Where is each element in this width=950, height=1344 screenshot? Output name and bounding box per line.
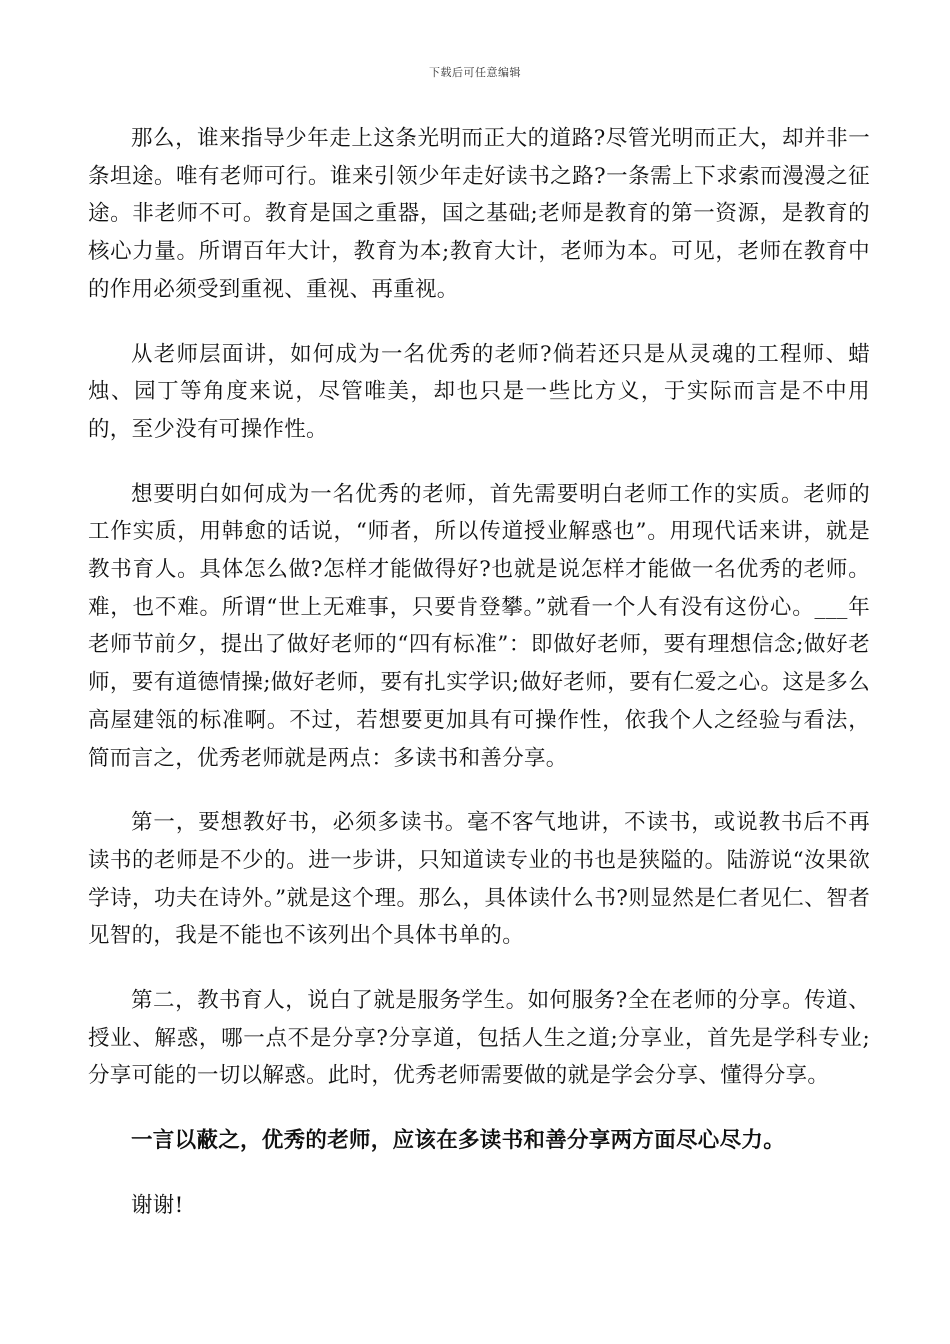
- paragraph-5: 第二，教书育人，说白了就是服务学生。如何服务?全在老师的分享。传道、授业、解惑，哪一点不是分享?分享道，包括人生之道;分享业，首先是学科专业;分享可能的一切以解惑。此时，优秀老师需要做的就是学会分享、懂得分享。: [88, 988, 870, 1089]
- header-note: 下载后可任意编辑: [429, 66, 521, 79]
- closing-line: 谢谢!: [131, 1192, 184, 1218]
- document-body: [88, 120, 870, 1252]
- paragraph-2: 从老师层面讲，如何成为一名优秀的老师?倘若还只是从灵魂的工程师、蜡烛、园丁等角度来说，尽管唯美，却也只是一些比方义，于实际而言是不中用的，至少没有可操作性。: [88, 341, 870, 442]
- paragraph-1: 那么，谁来指导少年走上这条光明而正大的道路?尽管光明而正大，却并非一条坦途。唯有老师可行。谁来引领少年走好读书之路?一条需上下求索而漫漫之征途。非老师不可。教育是国之重器，国之基础;老师是教育的第一资源，是教育的核心力量。所谓百年大计，教育为本;教育大计，老师为本。可见，老师在教育中的作用必须受到重视、重视、再重视。: [88, 126, 870, 302]
- paragraph-4: 第一，要想教好书，必须多读书。毫不客气地讲，不读书，或说教书后不再读书的老师是不少的。进一步讲，只知道读专业的书也是狭隘的。陆游说“汝果欲学诗，功夫在诗外。”就是这个理。那么，具体读什么书?则显然是仁者见仁、智者见智的，我是不能也不该列出个具体书单的。: [88, 810, 870, 949]
- conclusion-paragraph: 一言以蔽之，优秀的老师，应该在多读书和善分享两方面尽心尽力。: [131, 1128, 786, 1154]
- paragraph-3: 想要明白如何成为一名优秀的老师，首先需要明白老师工作的实质。老师的工作实质，用韩愈的话说，“师者，所以传道授业解惑也”。用现代话来讲，就是教书育人。具体怎么做?怎样才能做得好?也就是说怎样才能做一名优秀的老师。难，也不难。所谓“世上无难事，只要肯登攀。”就看一个人有没有这份心。___年老师节前夕，提出了做好老师的“四有标准”：即做好老师，要有理想信念;做好老师，要有道德情操;做好老师，要有扎实学识;做好老师，要有仁爱之心。这是多么高屋建瓴的标准啊。不过，若想要更加具有可操作性，依我个人之经验与看法，简而言之，优秀老师就是两点：多读书和善分享。: [88, 481, 870, 771]
